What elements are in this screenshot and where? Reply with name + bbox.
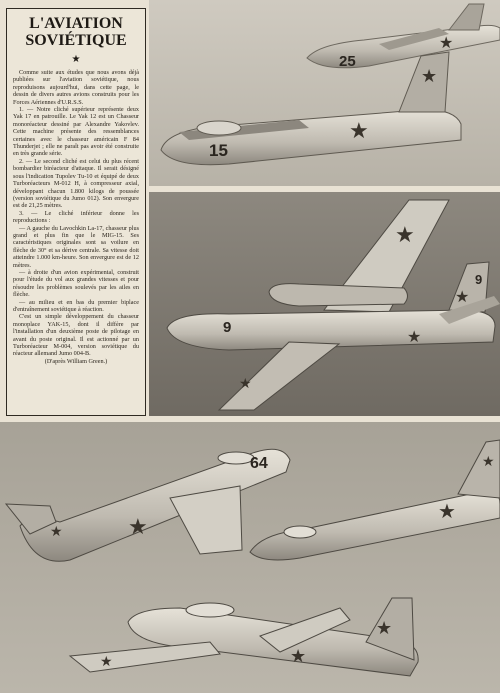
paragraph-intro: Comme suite aux études que nous avons déjà publiées sur l'aviation soviétique, nous reproduisons aujourd'hui, dans cette page, le dessin de divers autres avions construits pour les Forces Aériennes d'U.R.S.S. — [13, 69, 139, 106]
bomber-tail-number: 9 — [475, 272, 483, 287]
star-insignia-icon: ★ — [100, 655, 113, 670]
star-insignia-icon: ★ — [439, 35, 454, 52]
article-body — [13, 69, 139, 358]
paragraph-3c: — au milieu et en bas du premier biplace d'entraînement soviétique à réaction. — [13, 298, 139, 313]
star-insignia-icon: ★ — [407, 329, 422, 346]
paragraph-3b: — à droite d'un avion expérimental, construit pour l'étude du vol aux grandes vitesses et pour résoudre les problèmes soulevés par les ailes en flèche. — [13, 268, 139, 299]
paragraph-3a: — A gauche du Lavochkin La-17, chasseur plus grand et plus fin que le MIG-15. Ses caractéristiques originales sont sa voilure en flèche de 30° et sa dérive centrale. Sa vitesse doit atteindre 1.000 km-heure. Son envergure est de 12 mètres. — [13, 224, 139, 269]
article-column — [6, 8, 146, 416]
article-title — [13, 15, 139, 49]
jet-upper-number: 25 — [339, 53, 356, 70]
paragraph-2: 2. — Le second cliché est celui du plus récent bombardier biréacteur d'attaque. Il serait désigné sous l'indication Tupolev Tu-10 et équipé de deux Turboréacteurs M-012 H, à compresseur axial, développant chacun 1.800 kilogs de poussée (version soviétique du Jumo 012). Son envergure est de 21,25 mètres. — [13, 157, 139, 210]
article-credit: (D'après William Green.) — [44, 357, 108, 365]
star-insignia-icon: ★ — [239, 377, 252, 392]
star-ornament: ★ — [71, 54, 81, 65]
paragraph-4: C'est un simple développement du chasseur monoplace YAK-15, dont il diffère par l'installation d'un deuxième poste de pilotage en avant du poste original. Il est actionné par un Turboréacteur M-004, version soviétique du réacteur allemand Jumo 004-B. — [13, 313, 139, 358]
paragraph-3: 3. — Le cliché inférieur donne les reproductions : — [13, 209, 139, 225]
photo-three-aircraft — [0, 422, 500, 693]
photo-yak-patrol — [149, 0, 500, 186]
title-line-2: SOVIÉTIQUE — [25, 32, 127, 49]
star-insignia-icon: ★ — [421, 66, 438, 86]
bomber-nose-number: 9 — [223, 319, 232, 336]
star-insignia-icon: ★ — [376, 618, 393, 638]
star-insignia-icon: ★ — [438, 501, 456, 523]
paragraph-1: 1. — Notre cliché supérieur représente deux Yak 17 en patrouille. Le Yak 12 est un Chasseur monoréacteur dessiné par Alexandre Yakovlev. Cette machine présente des ressemblances certaines avec le chasseur américain F 84 Thunderjet ; elle ne paraît pas avoir été construite en très grande série. — [13, 106, 139, 158]
star-insignia-icon: ★ — [349, 118, 369, 143]
jet-lower-number: 15 — [209, 141, 228, 160]
star-insignia-icon: ★ — [50, 525, 63, 540]
star-insignia-icon: ★ — [455, 289, 470, 306]
la17-number: 64 — [250, 455, 268, 472]
photo-tu10-bomber — [149, 192, 500, 416]
star-insignia-icon: ★ — [290, 646, 307, 666]
star-insignia-icon: ★ — [395, 222, 415, 247]
star-insignia-icon: ★ — [128, 514, 148, 539]
title-line-1: L'AVIATION — [29, 15, 123, 32]
star-insignia-icon: ★ — [482, 455, 495, 470]
